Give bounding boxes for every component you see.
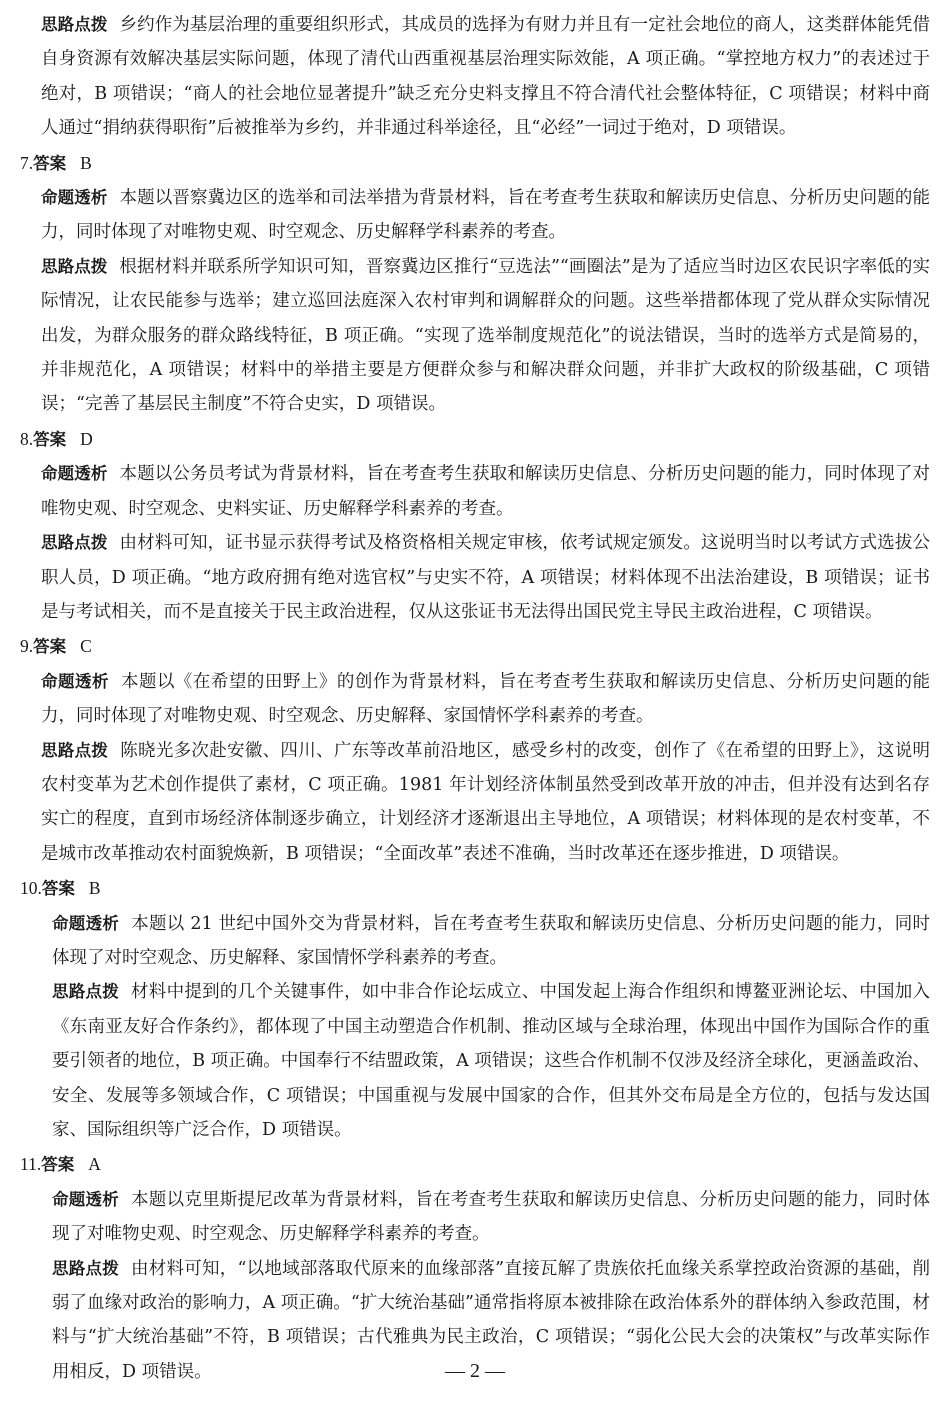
hint-label: 思路点拨 (41, 15, 108, 34)
question-number: 9. (20, 636, 34, 657)
hint-paragraph (52, 975, 930, 1147)
analysis-text: 本题以克里斯提尼改革为背景材料，旨在考查考生获取和解读历史信息、分析历史问题的能力，同时体现了对唯物史观、时空观念、历史解释学科素养的考查。 (52, 1189, 931, 1245)
analysis-text: 本题以晋察冀边区的选举和司法举措为背景材料，旨在考查考生获取和解读历史信息、分析历史问题的能力，同时体现了对唯物史观、时空观念、历史解释学科素养的考查。 (41, 188, 931, 243)
question-number: 7. (20, 152, 34, 173)
analysis-paragraph (41, 665, 930, 734)
answer-label: 答案 (33, 153, 67, 173)
analysis-paragraph (52, 907, 930, 976)
hint-paragraph (41, 734, 930, 872)
page-number: — 2 — (445, 1360, 505, 1382)
hint-label: 思路点拨 (52, 1258, 119, 1278)
hint-text: 材料中提到的几个关键事件，如中非合作论坛成立、中国发起上海合作组织和博鳌亚洲论坛、中国加入《东南亚友好合作条约》，都体现了中国主动塑造合作机制、推动区域与全球治理，体现出中国作为国际合作的重要引领者的地位，B 项正确。中国奉行不结盟政策，A 项错误；这些合作机制不仅涉及经济全球化，更涵盖政治、安全、发展等多领域合作，C 项错误；中国重视与发展中国家的合作，但其外交布局是全方位的，包括与发达国家、国际组织等广泛合作，D 项错误。 (52, 982, 931, 1140)
hint-label: 思路点拨 (52, 982, 120, 1002)
hint-text: 乡约作为基层治理的重要组织形式，其成员的选择为有财力并且有一定社会地位的商人，这类群体能凭借自身资源有效解决基层实际问题，体现了清代山西重视基层治理实际效能，A 项正确。“掌控地方权力”的表述过于绝对，B 项错误；“商人的社会地位显著提升”缺乏充分史料支撑且不符合清代社会整体特征，C 项错误；材料中商人通过“捐纳获得职衔”后被推举为乡约，并非通过科举途径，且“必经”一词过于绝对，D 项错误。 (41, 15, 931, 139)
hint-label: 思路点拨 (41, 256, 108, 276)
hint-label: 思路点拨 (41, 533, 108, 553)
answer-line (20, 146, 930, 181)
analysis-label: 命题透析 (52, 913, 120, 933)
answer-value: B (88, 878, 101, 899)
question-9 (20, 629, 930, 871)
answer-line (20, 629, 930, 664)
hint-text: 根据材料并联系所学知识可知，晋察冀边区推行“豆选法”“画圈法”是为了适应当时边区农民识字率低的实际情况，让农民能参与选举；建立巡回法庭深入农村审判和调解群众的问题。这些举措都体现了党从群众实际情况出发，为群众服务的群众路线特征，B 项正确。“实现了选举制度规范化”的说法错误，当时的选举方式是简易的，并非规范化，A 项错误；材料中的举措主要是方便群众参与和解决群众问题，并非扩大政权的阶级基础，C 项错误；“完善了基层民主制度”不符合史实，D 项错误。 (41, 256, 930, 415)
answer-line (20, 1147, 930, 1182)
hint-label: 思路点拨 (41, 740, 109, 760)
analysis-paragraph (41, 181, 930, 250)
hint-paragraph (41, 526, 930, 629)
hint-text: 由材料可知，“以地域部落取代原来的血缘部落”直接瓦解了贵族依托血缘关系掌控政治资源的基础，削弱了血缘对政治的影响力，A 项正确。“扩大统治基础”通常指将原本被排除在政治体系外的群体纳入参政范围，材料与“扩大统治基础”不符，B 项错误；古代雅典为民主政治，C 项错误；“弱化公民大会的决策权”与改革实际作用相反，D 项错误。 (52, 1258, 931, 1382)
document-body (20, 8, 930, 1389)
hint-paragraph (41, 250, 930, 422)
analysis-label: 命题透析 (52, 1189, 120, 1209)
question-number: 8. (20, 428, 34, 449)
question-number: 11. (20, 1154, 42, 1175)
analysis-label: 命题透析 (41, 671, 109, 691)
analysis-text: 本题以 21 世纪中国外交为背景材料，旨在考查考生获取和解读历史信息、分析历史问题的能力，同时体现了对时空观念、历史解释、家国情怀学科素养的考查。 (52, 913, 931, 968)
answer-value: A (88, 1154, 101, 1175)
answer-label: 答案 (41, 1155, 75, 1175)
hint-text: 由材料可知，证书显示获得考试及格资格相关规定审核，依考试规定颁发。这说明当时以考试方式选拔公职人员，D 项正确。“地方政府拥有绝对选官权”与史实不符，A 项错误；材料体现不出法治建设，B 项错误；证书是与考试相关，而不是直接关于民主政治进程，仅从这张证书无法得出国民党主导民主政治进程，C 项错误。 (41, 533, 931, 622)
question-11 (20, 1147, 930, 1389)
answer-line (20, 871, 930, 906)
answer-line (20, 422, 930, 457)
analysis-label: 命题透析 (41, 464, 108, 484)
analysis-text: 本题以公务员考试为背景材料，旨在考查考生获取和解读历史信息、分析历史问题的能力，同时体现了对唯物史观、时空观念、史料实证、历史解释学科素养的考查。 (41, 464, 931, 519)
answer-value: D (80, 428, 93, 449)
analysis-paragraph (52, 1183, 930, 1252)
question-number: 10. (20, 878, 42, 899)
intro-hint (41, 8, 930, 146)
answer-label: 答案 (41, 879, 75, 899)
answer-value: C (80, 636, 92, 657)
question-10 (20, 871, 930, 1147)
hint-text: 陈晓光多次赴安徽、四川、广东等改革前沿地区，感受乡村的改变，创作了《在希望的田野上》，这说明农村变革为艺术创作提供了素材，C 项正确。1981 年计划经济体制虽然受到改革开放的冲击，但并没有达到名存实亡的程度，直到市场经济体制逐步确立，计划经济才逐渐退出主导地位，A 项错误；材料体现的是农村变革，不是城市改革推动农村面貌焕新，B 项错误；“全面改革”表述不准确，当时改革还在逐步推进，D 项错误。 (41, 740, 931, 864)
question-8 (20, 422, 930, 629)
answer-label: 答案 (33, 637, 67, 657)
answer-value: B (80, 152, 92, 173)
analysis-text: 本题以《在希望的田野上》的创作为背景材料，旨在考查考生获取和解读历史信息、分析历史问题的能力，同时体现了对唯物史观、时空观念、历史解释、家国情怀学科素养的考查。 (41, 671, 931, 727)
question-7 (20, 146, 930, 422)
analysis-label: 命题透析 (41, 188, 108, 208)
answer-label: 答案 (33, 429, 67, 449)
analysis-paragraph (41, 457, 930, 526)
